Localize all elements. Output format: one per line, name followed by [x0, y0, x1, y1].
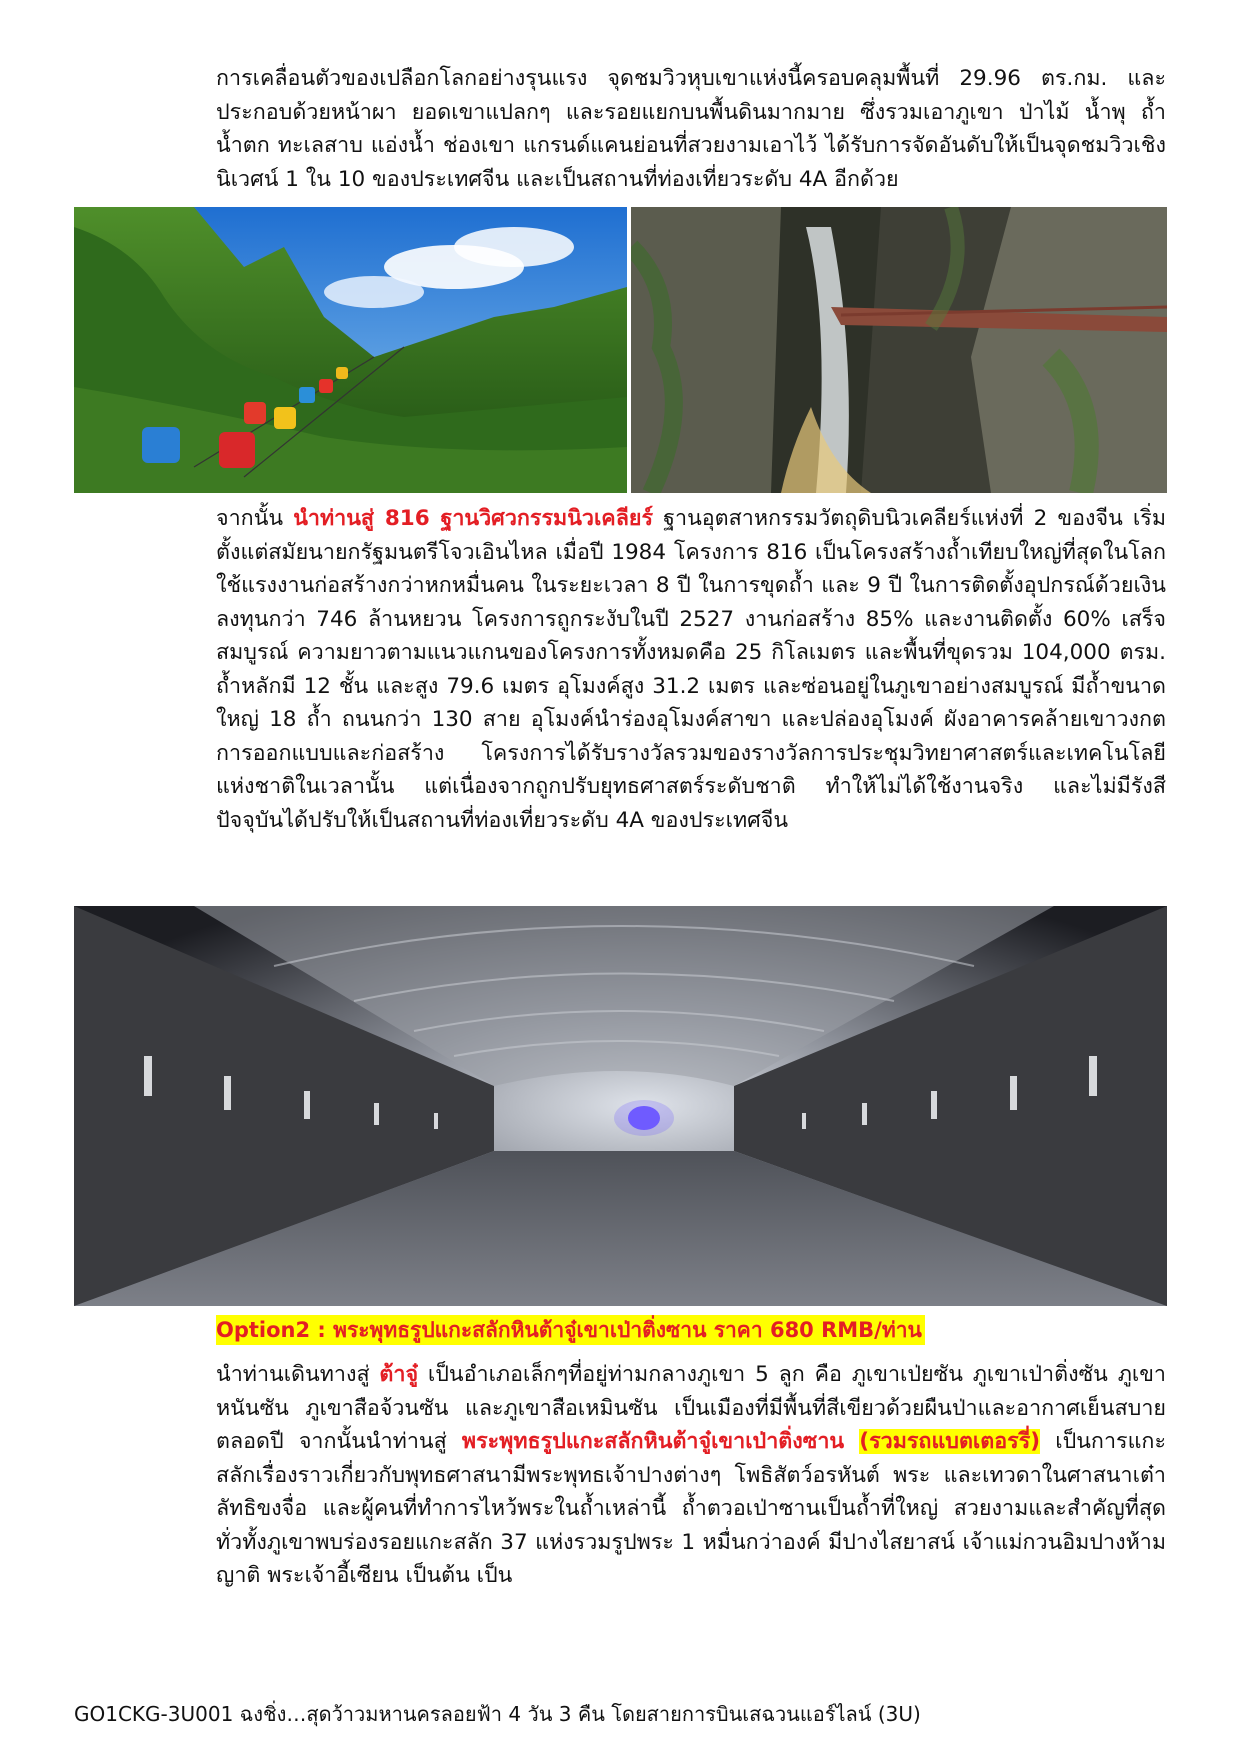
tunnel-photo: [74, 906, 1167, 1306]
option2-paragraph: [216, 1358, 1166, 1593]
cable-car-photo: [74, 207, 627, 493]
nuclear-base-text: ฐานอุตสาหกรรมวัตถุดิบนิวเคลียร์แห่งที่ 2 ของจีน เริ่มตั้งแต่สมัยนายกรัฐมนตรีโจวเอินไหล เมื่อปี 1984 โครงการ 816 เป็นโครงสร้างถ้ำเทียบใหญ่ที่สุดในโลก ใช้แรงงานก่อสร้างกว่าหกหมื่นคน ในระยะเวลา 8 ปี ในการขุดถ้ำ และ 9 ปี ในการติดตั้งอุปกรณ์ด้วยเงินลงทุนกว่า 746 ล้านหยวน โครงการถูกระงับในปี 2527 งานก่อสร้าง 85% และงานติดตั้ง 60% เสร็จสมบูรณ์ ความยาวตามแนวแกนของโครงการทั้งหมดคือ 25 กิโลเมตร และพื้นที่ขุดรวม 104,000 ตรม. ถ้ำหลักมี 12 ชั้น และสูง 79.6 เมตร อุโมงค์สูง 31.2 เมตร และซ่อนอยู่ในภูเขาอย่างสมบูรณ์ มีถ้ำขนาดใหญ่ 18 ถ้ำ ถนนกว่า 130 สาย อุโมงค์นำร่องอุโมงค์สาขา และปล่องอุโมงค์ ผังอาคารคล้ายเขาวงกต การออกแบบและก่อสร้าง โครงการได้รับรางวัลรวมของรางวัลการประชุมวิทยาศาสตร์และเทคโนโลยีแห่งชาติในเวลานั้น แต่เนื่องจากถูกปรับยุทธศาสตร์ระดับชาติ ทำให้ไม่ได้ใช้งานจริง และไม่มีรังสี ปัจจุบันได้ปรับให้เป็นสถานที่ท่องเที่ยวระดับ 4A ของประเทศจีน: [216, 506, 1167, 833]
option2-text-2: เป็นการแกะสลักเรื่องราวเกี่ยวกับพุทธศาสนามีพระพุทธเจ้าปางต่างๆ โพธิสัตว์อรหันต์ พระ และเทวดาในศาสนาเต๋า ลัทธิขงจื่อ และผู้คนที่ทำการไหว้พระในถ้ำเหล่านี้ ถ้ำตวอเป่าซานเป็นถ้ำที่ใหญ่ สวยงามและสำคัญที่สุด ทั่วทั้งภูเขาพบร่องรอยแกะสลัก 37 แห่งรวมรูปพระ 1 หมื่นกว่าองค์ มีปางไสยาสน์ เจ้าแม่กวนอิมปางห้ามญาติ พระเจ้าอี้เซียน เป็นต้น เป็น: [216, 1429, 1166, 1588]
dazu-place-name: ต้าจู๋: [379, 1362, 419, 1387]
nuclear-base-lead: จากนั้น: [216, 506, 294, 531]
intro-paragraph: [216, 62, 1166, 196]
option2-text-1: เป็นอำเภอเล็กๆที่อยู่ท่ามกลางภูเขา 5 ลูก คือ ภูเขาเป่ยซัน ภูเขาเป่าติ่งซัน ภูเขาหนันซัน ภูเขาสือจ้วนซัน และภูเขาสือเหมินซัน เป็นเมืองที่มีพื้นที่สีเขียวด้วยผืนป่าและอากาศเย็นสบายตลอดปี จากนั้นนำท่านสู่: [216, 1362, 1166, 1454]
option2-heading: Option2 : พระพุทธรูปแกะสลักหินต้าจู๋เขาเป่าติ่งซาน ราคา 680 RMB/ท่าน: [216, 1315, 925, 1345]
page-footer: GO1CKG-3U001 ฉงชิ่ง…สุดว้าวมหานครลอยฟ้า 4 วัน 3 คืน โดยสายการบินเสฉวนแอร์ไลน์ (3U): [74, 1702, 921, 1726]
nuclear-base-paragraph: [216, 502, 1166, 837]
canyon-waterfall-photo: [631, 207, 1167, 493]
nuclear-base-highlight: นำท่านสู่ 816 ฐานวิศวกรรมนิวเคลียร์: [293, 506, 654, 531]
dazu-carving-highlight: พระพุทธรูปแกะสลักหินต้าจู๋เขาเป่าติ่งซาน: [461, 1429, 845, 1454]
intro-text: การเคลื่อนตัวของเปลือกโลกอย่างรุนแรง จุดชมวิวหุบเขาแห่งนี้ครอบคลุมพื้นที่ 29.96 ตร.กม. และ ประกอบด้วยหน้าผา ยอดเขาแปลกๆ และรอยแยกบนพื้นดินมากมาย ซึ่งรวมเอาภูเขา ป่าไม้ น้ำพุ ถ้ำ น้ำตก ทะเลสาบ แอ่งน้ำ ช่องเขา แกรนด์แคนย่อนที่สวยงามเอาไว้ ได้รับการจัดอันดับให้เป็นจุดชมวิวเชิงนิเวศน์ 1 ใน 10 ของประเทศจีน และเป็นสถานที่ท่องเที่ยวระดับ 4A อีกด้วย: [216, 66, 1166, 192]
option2-lead: นำท่านเดินทางสู่: [216, 1362, 380, 1387]
battery-car-note: (รวมรถแบตเตอรรี่): [859, 1429, 1041, 1454]
